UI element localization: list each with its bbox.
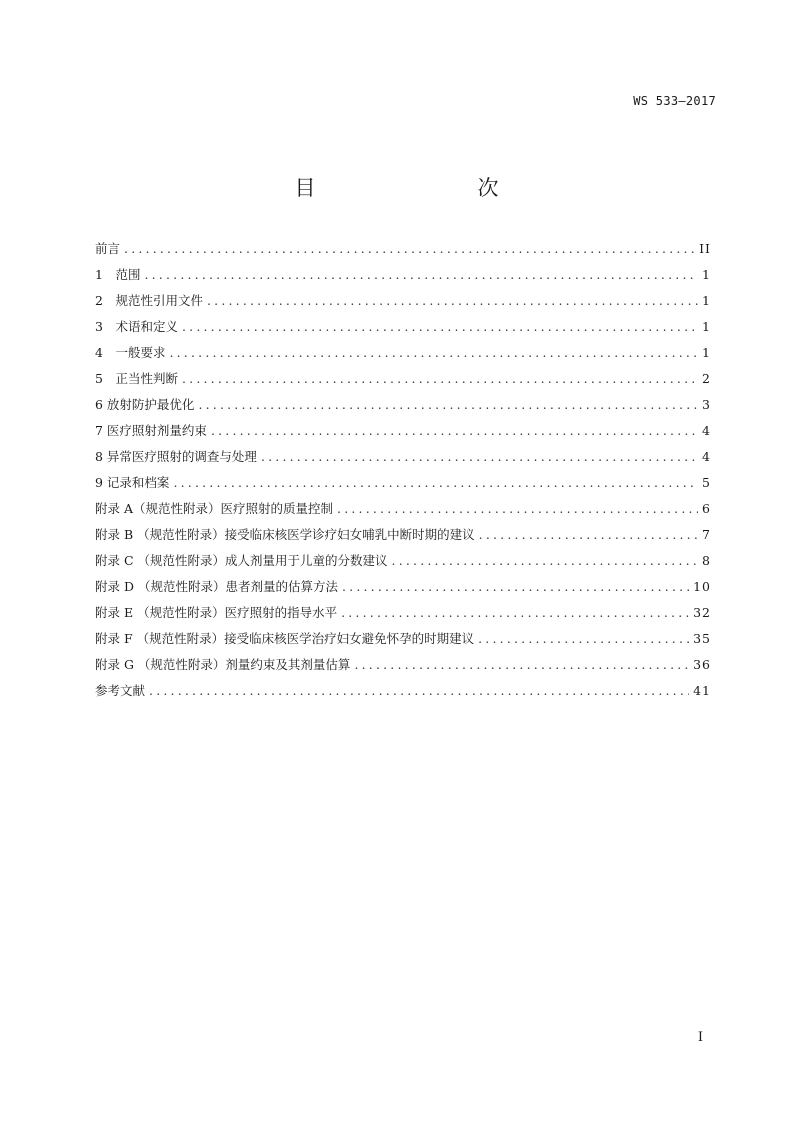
toc-entry-page: 32 (693, 605, 711, 620)
table-of-contents (95, 236, 711, 704)
toc-entry-label: 7 医疗照射剂量约束 (95, 423, 207, 438)
standard-code: WS 533—2017 (633, 94, 716, 108)
toc-entry-label: 附录 B （规范性附录）接受临床核医学诊疗妇女哺乳中断时期的建议 (95, 527, 475, 542)
toc-entry-page: 1 (702, 345, 711, 360)
toc-entry[interactable] (95, 470, 711, 496)
toc-leader-dots (124, 236, 695, 262)
toc-leader-dots (182, 366, 698, 392)
toc-entry[interactable] (95, 496, 711, 522)
toc-entry-page: 4 (702, 423, 711, 438)
toc-leader-dots (392, 548, 699, 574)
toc-entry-label: 附录 D （规范性附录）患者剂量的估算方法 (95, 579, 338, 594)
toc-leader-dots (207, 288, 698, 314)
toc-entry-label: 2 规范性引用文件 (95, 293, 203, 308)
toc-entry-label: 4 一般要求 (95, 345, 166, 360)
toc-leader-dots (211, 418, 698, 444)
toc-entry-page: 1 (702, 267, 711, 282)
toc-leader-dots (479, 522, 698, 548)
toc-entry-page: 41 (693, 683, 711, 698)
toc-entry[interactable] (95, 652, 711, 678)
toc-entry[interactable] (95, 444, 711, 470)
toc-leader-dots (261, 444, 698, 470)
toc-leader-dots (182, 314, 698, 340)
toc-entry[interactable] (95, 314, 711, 340)
toc-entry-page: 1 (702, 319, 711, 334)
toc-entry-label: 前言 (95, 241, 121, 256)
toc-entry[interactable] (95, 548, 711, 574)
toc-entry-label: 8 异常医疗照射的调查与处理 (95, 449, 257, 464)
toc-entry-label: 附录 F （规范性附录）接受临床核医学治疗妇女避免怀孕的时期建议 (95, 631, 475, 646)
toc-entry-label: 3 术语和定义 (95, 319, 178, 334)
toc-entry-label: 附录 C （规范性附录）成人剂量用于儿童的分数建议 (95, 553, 388, 568)
toc-entry-label: 附录 G （规范性附录）剂量约束及其剂量估算 (95, 657, 351, 672)
toc-leader-dots (169, 340, 698, 366)
toc-entry[interactable] (95, 262, 711, 288)
toc-leader-dots (198, 392, 698, 418)
toc-entry[interactable] (95, 600, 711, 626)
toc-entry[interactable] (95, 340, 711, 366)
toc-entry[interactable] (95, 678, 711, 704)
toc-entry[interactable] (95, 236, 711, 262)
toc-entry-label: 1 范围 (95, 267, 141, 282)
toc-entry-page: 35 (693, 631, 711, 646)
toc-entry-page: 5 (702, 475, 711, 490)
toc-entry-page: II (699, 241, 711, 256)
toc-leader-dots (342, 574, 689, 600)
toc-leader-dots (173, 470, 698, 496)
toc-entry[interactable] (95, 418, 711, 444)
toc-entry-label: 9 记录和档案 (95, 475, 170, 490)
page-title: 目 次 (294, 176, 539, 200)
toc-entry-page: 6 (702, 501, 711, 516)
toc-entry-page: 36 (693, 657, 711, 672)
toc-entry-label: 5 正当性判断 (95, 371, 178, 386)
toc-leader-dots (478, 626, 689, 652)
toc-leader-dots (144, 262, 698, 288)
page-number: I (697, 1030, 703, 1045)
toc-entry-label: 6 放射防护最优化 (95, 397, 195, 412)
toc-entry-page: 7 (702, 527, 711, 542)
toc-leader-dots (341, 600, 689, 626)
toc-entry[interactable] (95, 392, 711, 418)
toc-entry-page: 1 (702, 293, 711, 308)
toc-entry-label: 参考文献 (95, 683, 146, 698)
toc-entry[interactable] (95, 366, 711, 392)
toc-leader-dots (354, 652, 689, 678)
toc-leader-dots (149, 678, 689, 704)
toc-entry-page: 8 (702, 553, 711, 568)
toc-entry-page: 4 (702, 449, 711, 464)
toc-entry[interactable] (95, 626, 711, 652)
toc-entry-label: 附录 E （规范性附录）医疗照射的指导水平 (95, 605, 338, 620)
toc-entry[interactable] (95, 574, 711, 600)
toc-entry-page: 3 (702, 397, 711, 412)
toc-entry[interactable] (95, 522, 711, 548)
toc-entry-page: 10 (693, 579, 711, 594)
toc-entry-label: 附录 A（规范性附录）医疗照射的质量控制 (95, 501, 334, 516)
toc-entry[interactable] (95, 288, 711, 314)
toc-entry-page: 2 (702, 371, 711, 386)
toc-leader-dots (337, 496, 698, 522)
